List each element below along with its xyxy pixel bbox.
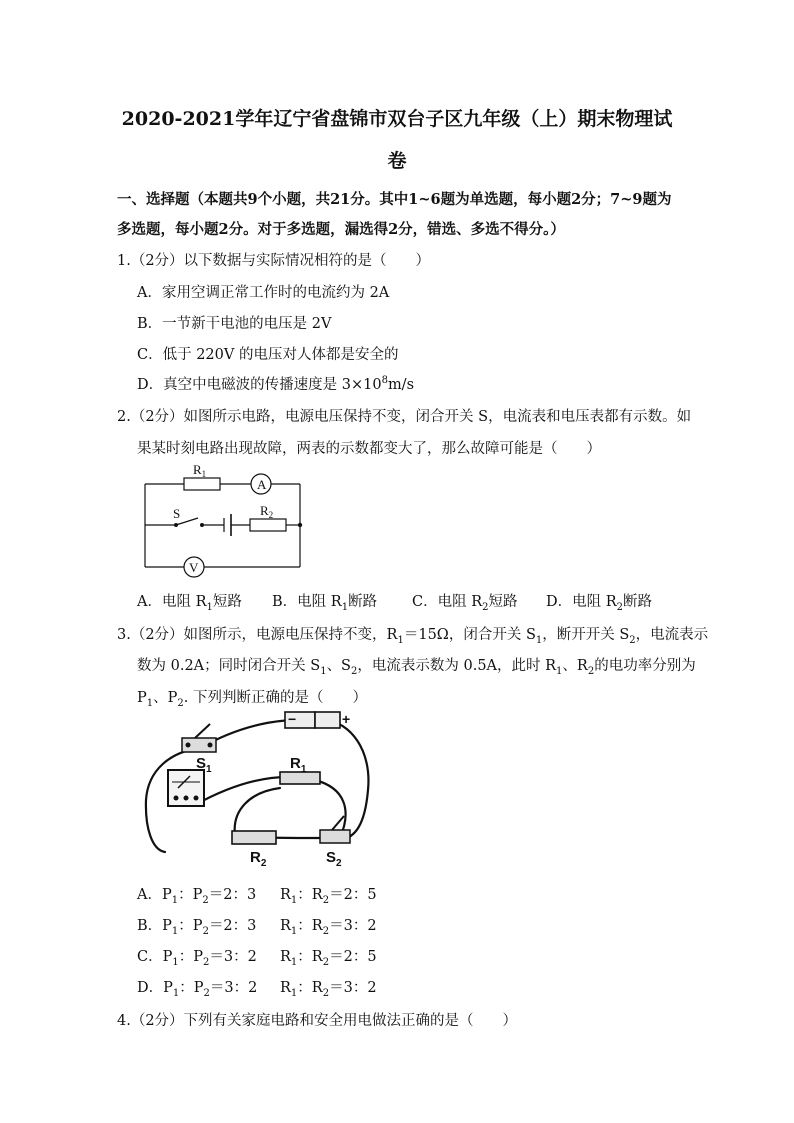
q3-option-a-rmid: ：R: [297, 887, 323, 903]
q2-option-c: [412, 590, 518, 613]
q3-stem-1c: ＝15Ω，闭合开关 S: [403, 627, 536, 643]
q3-resistor-r2: [232, 831, 276, 844]
q3-option-d-r1: 1: [290, 987, 298, 999]
q3-stem-1g: ，电流表示: [635, 627, 709, 643]
q3-stem-3c: 、P: [153, 690, 178, 706]
q3-stem-3d: 2: [177, 697, 184, 709]
q3-option-c-r-label: R: [280, 949, 291, 965]
q3-circuit-photo: [140, 710, 380, 870]
q3-ammeter: [168, 770, 204, 806]
q3-option-a-p1: 1: [171, 894, 179, 906]
q2-option-b-text: B．电阻 R: [272, 594, 342, 610]
q2-option-a-sub: 1: [206, 601, 213, 613]
q3-option-a: [137, 883, 377, 906]
q3-switch-s1: [182, 724, 216, 752]
q2-option-b-suffix: 断路: [348, 594, 378, 610]
q3-option-a-p: P: [161, 887, 172, 903]
q3-option-b-pv: ＝2：3: [208, 918, 257, 934]
q3-option-d-rv: ＝3：2: [329, 980, 377, 996]
q2-switch-label: S: [173, 506, 181, 521]
q3-stem-line-1: [117, 623, 708, 646]
q2-option-b: [272, 590, 377, 613]
q3-stem-2d: 2: [351, 665, 358, 677]
q3-stem-1a: 3.（2分）如图所示，电源电压保持不变，R: [117, 627, 398, 643]
q3-option-c-label: C．: [137, 949, 163, 965]
svg-text:R1: [193, 462, 206, 479]
q2-option-c-suffix: 短路: [488, 594, 518, 610]
q3-option-c-r2: 2: [322, 956, 330, 968]
q3-option-d-r2: 2: [322, 987, 330, 999]
q3-option-a-r2: 2: [322, 894, 330, 906]
q3-option-a-rv: ＝2：5: [329, 887, 377, 903]
q2-voltmeter-label: V: [189, 560, 199, 575]
q3-stem-2f: 1: [556, 665, 563, 677]
q3-option-c-p1: 1: [172, 956, 179, 968]
section-header-line-1: 一、选择题（本题共9个小题，共21分。其中1~6题为单选题，每小题2分；7~9题为: [117, 191, 672, 208]
q3-stem-2g: 、R: [562, 658, 588, 674]
svg-text:S2: [326, 849, 342, 869]
q3-option-c-pv: ＝3：2: [209, 949, 257, 965]
q2-option-d-suffix: 断路: [623, 594, 653, 610]
q3-option-c-p: P: [162, 949, 173, 965]
q3-option-d: [137, 976, 377, 999]
q4-stem: 4.（2分）下列有关家庭电路和安全用电做法正确的是（ ）: [117, 1013, 518, 1029]
section-header-line-2: 多选题，每小题2分。对于多选题，漏选得2分，错选、多选不得分。）: [117, 221, 565, 238]
q1-stem: 1.（2分）以下数据与实际情况相符的是（ ）: [117, 253, 431, 269]
q3-stem-line-3: [137, 686, 367, 709]
q1-option-d-text: D．真空中电磁波的传播速度是 3×10: [137, 377, 382, 393]
q1-option-d-unit: m/s: [387, 377, 415, 393]
q2-option-d: [546, 590, 652, 613]
q1-option-d: [137, 373, 414, 394]
q3-option-d-rmid: ：R: [297, 980, 323, 996]
q2-option-a: [137, 590, 242, 613]
q2-circuit-diagram: [140, 460, 310, 582]
q2-option-d-sub: 2: [616, 601, 624, 613]
q3-option-d-p2: 2: [203, 987, 210, 999]
q2-option-b-sub: 1: [341, 601, 349, 613]
q2-option-d-text: D．电阻 R: [546, 594, 617, 610]
q3-option-a-r-label: R: [280, 887, 291, 903]
q3-option-d-r-label: R: [280, 980, 291, 996]
q3-option-d-p1: 1: [172, 987, 180, 999]
q3-option-a-p2: 2: [202, 894, 209, 906]
title-line-2: 卷: [387, 150, 407, 172]
q3-option-d-mid: ：P: [179, 980, 204, 996]
q2-option-c-text: C．电阻 R: [412, 594, 483, 610]
q3-option-b: [137, 914, 377, 937]
q3-option-c-mid: ：P: [178, 949, 204, 965]
q3-battery-plus: +: [342, 711, 351, 727]
q3-option-b-r-label: R: [280, 918, 291, 934]
q3-r1-subscript: 1: [300, 764, 307, 775]
q3-option-a-pv: ＝2：3: [208, 887, 257, 903]
q3-option-b-p1: 1: [171, 925, 179, 937]
q3-stem-2a: 数为 0.2A；同时闭合开关 S: [137, 658, 321, 674]
q2-r2-label: R: [260, 503, 269, 518]
title-line-1: 2020-2021学年辽宁省盘锦市双台子区九年级（上）期末物理试: [121, 108, 673, 130]
q3-battery-minus: −: [288, 711, 297, 727]
q3-option-b-rv: ＝3：2: [329, 918, 377, 934]
q2-stem-line-1: 2.（2分）如图所示电路，电源电压保持不变，闭合开关 S，电流表和电压表都有示数。如: [117, 409, 692, 425]
q3-option-b-label: B．: [137, 918, 163, 934]
q3-option-c-r: [280, 945, 377, 968]
q3-stem-2c: 、S: [326, 658, 351, 674]
q3-stem-1d: 1: [535, 634, 543, 646]
q3-option-a-r: [280, 883, 377, 906]
q3-option-b-p2: 2: [202, 925, 209, 937]
q2-r1-label: R: [193, 462, 202, 477]
q3-option-a-r1: 1: [290, 894, 298, 906]
q1-option-b: B．一节新干电池的电压是 2V: [137, 316, 332, 332]
q2-option-a-suffix: 短路: [212, 594, 242, 610]
q3-option-d-r: [280, 976, 377, 999]
q3-r2-subscript: 2: [260, 858, 267, 869]
q3-option-a-mid: ：P: [178, 887, 203, 903]
q3-option-b-r1: 1: [290, 925, 298, 937]
q3-option-c-p2: 2: [203, 956, 210, 968]
q3-option-a-label: A．: [137, 887, 162, 903]
q2-r2-subscript: 2: [268, 510, 274, 520]
q3-stem-3e: . 下列判断正确的是（ ）: [183, 690, 367, 706]
q3-stem-1f: 2: [629, 634, 636, 646]
q3-stem-line-2: [137, 654, 696, 677]
q3-s2-subscript: 2: [336, 858, 342, 869]
q3-stem-1e: ，断开开关 S: [542, 627, 630, 643]
q2-option-a-text: A．电阻 R: [137, 594, 207, 610]
q1-option-a: A．家用空调正常工作时的电流约为 2A: [137, 285, 390, 301]
q3-option-b-rmid: ：R: [297, 918, 323, 934]
q3-s1-label: S: [196, 755, 207, 772]
q3-stem-2h: 2: [587, 665, 595, 677]
q1-option-d-exponent: 8: [381, 375, 388, 387]
q1-option-c: C．低于 220V 的电压对人体都是安全的: [137, 347, 399, 363]
q3-option-c-r1: 1: [290, 956, 298, 968]
q3-option-b-r: [280, 914, 377, 937]
q3-option-b-r2: 2: [322, 925, 330, 937]
q3-option-c-rmid: ：R: [297, 949, 323, 965]
q3-r2-label: R: [250, 849, 261, 866]
q3-stem-3a: P: [137, 690, 147, 706]
q3-option-c-rv: ＝2：5: [329, 949, 377, 965]
q3-stem-2i: 的电功率分别为: [594, 658, 696, 674]
q3-option-b-p: P: [162, 918, 172, 934]
q3-option-d-label: D．: [137, 980, 164, 996]
q3-r1-label: R: [290, 755, 301, 772]
q3-s2-label: S: [326, 849, 337, 866]
q3-option-b-mid: ：P: [178, 918, 203, 934]
q3-stem-2e: ，电流表示数为 0.5A，此时 R: [357, 658, 557, 674]
svg-text:R2: [260, 503, 273, 520]
q2-r1-subscript: 1: [201, 469, 207, 479]
q3-option-d-pv: ＝3：2: [209, 980, 258, 996]
q2-stem-line-2: 果某时刻电路出现故障，两表的示数都变大了，那么故障可能是（ ）: [137, 441, 601, 457]
q2-ammeter-label: A: [257, 477, 267, 492]
q3-s1-subscript: 1: [206, 764, 212, 775]
q3-stem-1b: 1: [397, 634, 404, 646]
q3-stem-2b: 1: [320, 665, 327, 677]
q3-stem-3b: 1: [146, 697, 154, 709]
q3-option-d-p: P: [163, 980, 173, 996]
svg-text:R2: [250, 849, 267, 869]
q3-option-c: [137, 945, 377, 968]
q2-option-c-sub: 2: [482, 601, 489, 613]
